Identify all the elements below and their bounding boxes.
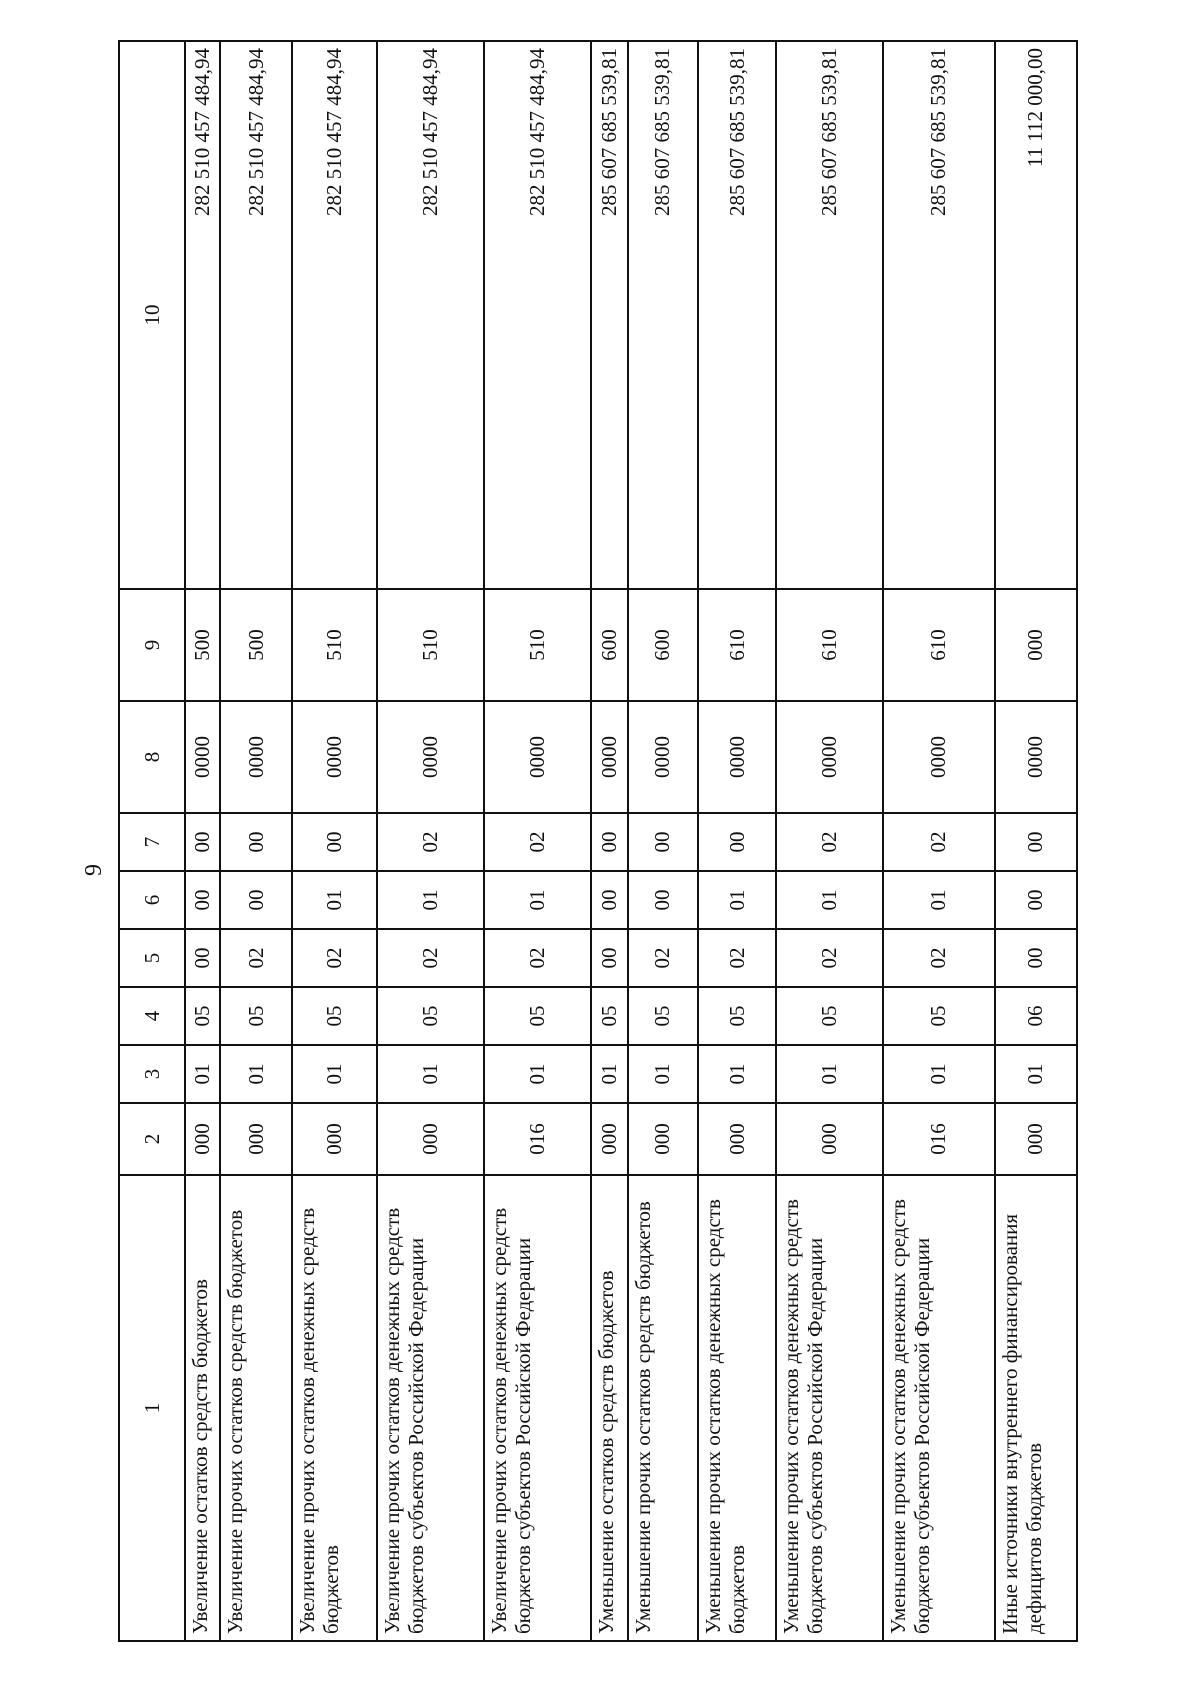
code-cell: 02 [484, 813, 591, 871]
amount-cell: 282 510 457 484,94 [484, 41, 591, 589]
column-header: 10 [119, 41, 185, 589]
code-cell: 000 [292, 1103, 376, 1175]
code-cell: 01 [377, 1045, 484, 1103]
code-cell: 0000 [776, 701, 883, 813]
amount-cell: 285 607 685 539,81 [883, 41, 994, 589]
code-cell: 610 [883, 589, 994, 701]
code-cell: 610 [776, 589, 883, 701]
code-cell: 000 [776, 1103, 883, 1175]
code-cell: 00 [185, 871, 220, 929]
code-cell: 02 [292, 929, 376, 987]
code-cell: 00 [220, 871, 292, 929]
code-cell: 510 [292, 589, 376, 701]
row-name: Уменьшение прочих остатков средств бюджетов [628, 1175, 698, 1641]
code-cell: 00 [591, 929, 628, 987]
row-name: Уменьшение прочих остатков денежных средств бюджетов [698, 1175, 776, 1641]
code-cell: 02 [883, 929, 994, 987]
code-cell: 01 [185, 1045, 220, 1103]
amount-cell: 282 510 457 484,94 [185, 41, 220, 589]
code-cell: 01 [995, 1045, 1077, 1103]
code-cell: 05 [377, 987, 484, 1045]
code-cell: 01 [484, 1045, 591, 1103]
code-cell: 000 [591, 1103, 628, 1175]
code-cell: 01 [292, 871, 376, 929]
code-cell: 00 [591, 871, 628, 929]
code-cell: 00 [995, 929, 1077, 987]
code-cell: 05 [776, 987, 883, 1045]
column-header: 5 [119, 929, 185, 987]
column-header: 3 [119, 1045, 185, 1103]
table-row [698, 41, 776, 1641]
row-name: Увеличение прочих остатков денежных средств бюджетов субъектов Российской Федерации [377, 1175, 484, 1641]
table-row [776, 41, 883, 1641]
column-header: 4 [119, 987, 185, 1045]
row-name: Увеличение прочих остатков денежных средств бюджетов субъектов Российской Федерации [484, 1175, 591, 1641]
amount-cell: 11 112 000,00 [995, 41, 1077, 589]
code-cell: 06 [995, 987, 1077, 1045]
code-cell: 01 [883, 1045, 994, 1103]
table-header-row [119, 41, 185, 1641]
column-header: 2 [119, 1103, 185, 1175]
code-cell: 510 [484, 589, 591, 701]
code-cell: 510 [377, 589, 484, 701]
page-number: 9 [81, 864, 107, 876]
code-cell: 05 [292, 987, 376, 1045]
code-cell: 0000 [698, 701, 776, 813]
code-cell: 00 [628, 871, 698, 929]
code-cell: 0000 [591, 701, 628, 813]
code-cell: 000 [377, 1103, 484, 1175]
budget-sources-table [118, 40, 1078, 1642]
code-cell: 01 [776, 1045, 883, 1103]
code-cell: 610 [698, 589, 776, 701]
code-cell: 600 [591, 589, 628, 701]
row-name: Увеличение остатков средств бюджетов [185, 1175, 220, 1641]
column-header: 1 [119, 1175, 185, 1641]
code-cell: 0000 [292, 701, 376, 813]
code-cell: 00 [292, 813, 376, 871]
code-cell: 00 [698, 813, 776, 871]
column-header: 8 [119, 701, 185, 813]
code-cell: 000 [185, 1103, 220, 1175]
code-cell: 000 [220, 1103, 292, 1175]
amount-cell: 285 607 685 539,81 [591, 41, 628, 589]
code-cell: 500 [185, 589, 220, 701]
code-cell: 00 [185, 813, 220, 871]
code-cell: 0000 [220, 701, 292, 813]
amount-cell: 282 510 457 484,94 [220, 41, 292, 589]
code-cell: 02 [220, 929, 292, 987]
code-cell: 000 [995, 1103, 1077, 1175]
code-cell: 00 [185, 929, 220, 987]
code-cell: 01 [776, 871, 883, 929]
column-header: 6 [119, 871, 185, 929]
row-name: Уменьшение прочих остатков денежных средств бюджетов субъектов Российской Федерации [776, 1175, 883, 1641]
code-cell: 02 [377, 813, 484, 871]
table-row [220, 41, 292, 1641]
code-cell: 02 [883, 813, 994, 871]
code-cell: 000 [628, 1103, 698, 1175]
row-name: Уменьшение прочих остатков денежных средств бюджетов субъектов Российской Федерации [883, 1175, 994, 1641]
row-name: Увеличение прочих остатков денежных средств бюджетов [292, 1175, 376, 1641]
amount-cell: 282 510 457 484,94 [377, 41, 484, 589]
table-row [292, 41, 376, 1641]
code-cell: 00 [628, 813, 698, 871]
code-cell: 00 [220, 813, 292, 871]
code-cell: 01 [377, 871, 484, 929]
code-cell: 00 [591, 813, 628, 871]
code-cell: 600 [628, 589, 698, 701]
table-row [591, 41, 628, 1641]
code-cell: 05 [698, 987, 776, 1045]
code-cell: 05 [628, 987, 698, 1045]
code-cell: 000 [995, 589, 1077, 701]
code-cell: 02 [698, 929, 776, 987]
code-cell: 02 [484, 929, 591, 987]
code-cell: 01 [220, 1045, 292, 1103]
table-row [628, 41, 698, 1641]
code-cell: 01 [292, 1045, 376, 1103]
code-cell: 01 [698, 1045, 776, 1103]
table-row [883, 41, 994, 1641]
code-cell: 01 [698, 871, 776, 929]
code-cell: 05 [484, 987, 591, 1045]
code-cell: 0000 [628, 701, 698, 813]
amount-cell: 285 607 685 539,81 [628, 41, 698, 589]
table-row [995, 41, 1077, 1641]
code-cell: 0000 [883, 701, 994, 813]
budget-sources-table-wrapper [118, 42, 1078, 1642]
code-cell: 00 [995, 871, 1077, 929]
code-cell: 02 [776, 813, 883, 871]
code-cell: 01 [484, 871, 591, 929]
code-cell: 02 [776, 929, 883, 987]
code-cell: 01 [883, 871, 994, 929]
code-cell: 00 [995, 813, 1077, 871]
code-cell: 02 [628, 929, 698, 987]
code-cell: 05 [883, 987, 994, 1045]
code-cell: 05 [220, 987, 292, 1045]
amount-cell: 282 510 457 484,94 [292, 41, 376, 589]
code-cell: 05 [591, 987, 628, 1045]
column-header: 9 [119, 589, 185, 701]
table-row [185, 41, 220, 1641]
table-row [377, 41, 484, 1641]
code-cell: 01 [628, 1045, 698, 1103]
code-cell: 0000 [484, 701, 591, 813]
code-cell: 05 [185, 987, 220, 1045]
amount-cell: 285 607 685 539,81 [776, 41, 883, 589]
row-name: Уменьшение остатков средств бюджетов [591, 1175, 628, 1641]
code-cell: 016 [883, 1103, 994, 1175]
row-name: Иные источники внутреннего финансирования дефицитов бюджетов [995, 1175, 1077, 1641]
code-cell: 01 [591, 1045, 628, 1103]
table-row [484, 41, 591, 1641]
code-cell: 02 [377, 929, 484, 987]
row-name: Увеличение прочих остатков средств бюджетов [220, 1175, 292, 1641]
code-cell: 000 [698, 1103, 776, 1175]
code-cell: 0000 [185, 701, 220, 813]
code-cell: 0000 [377, 701, 484, 813]
amount-cell: 285 607 685 539,81 [698, 41, 776, 589]
code-cell: 0000 [995, 701, 1077, 813]
column-header: 7 [119, 813, 185, 871]
code-cell: 500 [220, 589, 292, 701]
code-cell: 016 [484, 1103, 591, 1175]
